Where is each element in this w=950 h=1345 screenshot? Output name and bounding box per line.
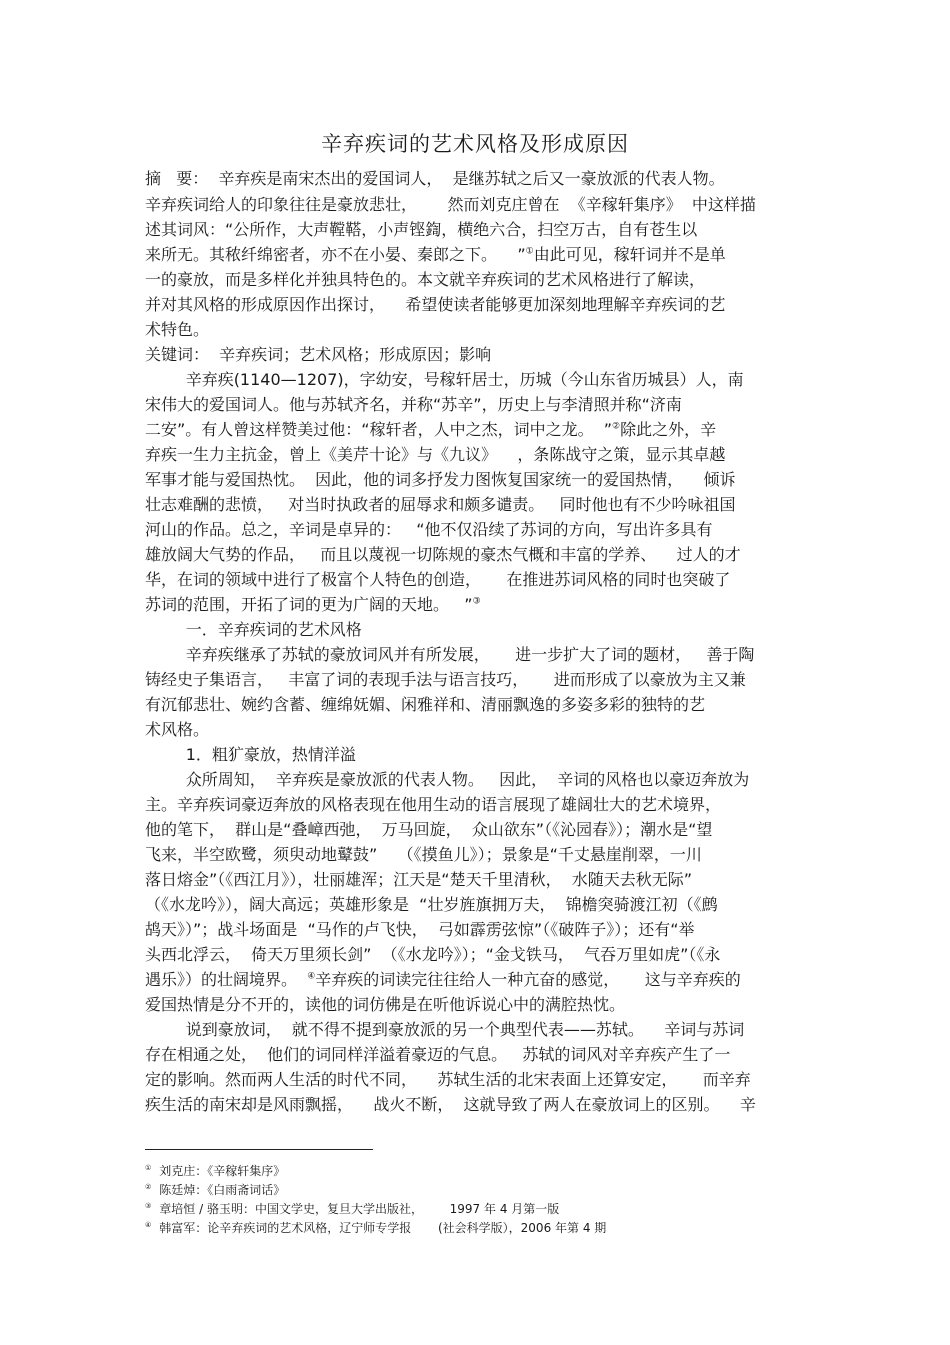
body-line: 术风格。 [145,720,210,739]
body-line: 术特色。 [145,320,210,339]
body-line: 他的笔下， 群山是“叠嶂西弛， 万马回旋， 众山欲东”（《沁园春》）；潮水是“望 [145,820,713,839]
body-line: 宋伟大的爱国词人。他与苏轼齐名，并称“苏辛”，历史上与李清照并称“济南 [145,395,682,414]
body-line: 辛弃疾词给人的印象往往是豪放悲壮， 然而刘克庄曾在 《辛稼轩集序》 中这样描 [145,195,756,214]
footnote [145,1160,285,1179]
footnote-ref: ① [525,246,534,257]
body-line [145,420,716,440]
body-line: 众所周知， 辛弃疾是豪放派的代表人物。 因此， 辛词的风格也以豪迈奔放为 [145,770,750,789]
page-title: 辛弃疾词的艺术风格及形成原因 [321,132,629,156]
body-line: （《水龙吟》），阔大高远；英雄形象是 “壮岁旌旗拥万夫， 锦檐突骑渡江初（《鹧 [145,895,718,914]
body-line: 铸经史子集语言， 丰富了词的表现手法与语言技巧， 进而形成了以豪放为主又兼 [145,670,746,689]
body-line: 头西北浮云， 倚天万里须长剑” （《水龙吟》）；“金戈铁马， 气吞万里如虎”（《永 [145,945,721,964]
footnote-ref: ④ [307,971,316,982]
subsection-heading: 1．粗犷豪放，热情洋溢 [145,745,356,764]
section-heading: 一．辛弃疾词的艺术风格 [145,620,362,639]
footnote-text: 韩富军：论辛弃疾词的艺术风格，辽宁师专学报 (社会科学版），2006 年第 4 期 [159,1221,607,1235]
footnote-text: 刘克庄：《辛稼轩集序》 [159,1164,286,1178]
keywords-line: 关键词： 辛弃疾词；艺术风格；形成原因；影响 [145,345,492,364]
body-line: 主。辛弃疾词豪迈奔放的风格表现在他用生动的语言展现了雄阔壮大的艺术境界， [145,795,722,814]
body-line: 河山的作品。总之，辛词是卓异的： “他不仅沿续了苏词的方向，写出许多具有 [145,520,713,539]
footnote-mark: ④ [145,1221,152,1229]
footnote-ref: ② [612,421,621,432]
footnote-text: 章培恒 / 骆玉明：中国文学史，复旦大学出版社， 1997 年 4 月第一版 [159,1202,560,1216]
footnote [145,1217,606,1236]
footnote-mark: ② [145,1183,152,1191]
text-segment: 除此之外，辛 [620,420,717,439]
body-line: 弃疾一生力主抗金，曾上《美芹十论》与《九议》 ，条陈战守之策，显示其卓越 [145,445,726,464]
footnote-mark: ③ [145,1202,152,1210]
body-line: 飞来，半空欧鹭，须臾动地鼙鼓” （《摸鱼儿》）；景象是“千丈悬崖削翠，一川 [145,845,702,864]
body-line: 壮志难酬的悲愤， 对当时执政者的屈辱求和颇多谴责。 同时他也有不少吟咏祖国 [145,495,736,514]
body-line: 华，在词的领域中进行了极富个人特色的创造， 在推进苏词风格的同时也突破了 [145,570,731,589]
text-segment: 辛弃疾的词读完往往给人一种亢奋的感觉， 这与辛弃疾的 [315,970,741,989]
body-line: 述其词风：“公所作，大声鞺鞳，小声铿鍧，横绝六合，扫空万古，自有苍生以 [145,220,698,239]
body-line: 说到豪放词， 就不得不提到豪放派的另一个典型代表——苏轼。 辛词与苏词 [145,1020,745,1039]
text-segment: 二安”。有人曾这样赞美过他：“稼轩者，人中之杰，词中之龙。 ” [145,420,613,439]
footnote-ref: ③ [472,596,481,607]
abstract-line: 摘 要： 辛弃疾是南宋杰出的爱国词人， 是继苏轼之后又一豪放派的代表人物。 [145,169,725,188]
text-segment: 来所无。其秾纤绵密者，亦不在小晏、秦郎之下。 ” [145,245,526,264]
footnote-mark: ① [145,1164,152,1172]
body-line [145,595,481,615]
text-segment: 遇乐》）的壮阔境界。 [145,970,308,989]
text-segment: 苏词的范围，开拓了词的更为广阔的天地。 ” [145,595,473,614]
body-line: 鸪天》）”；战斗场面是 “马作的卢飞快， 弓如霹雳弦惊”（《破阵子》）；还有“举 [145,920,695,939]
body-line: 一的豪放，而是多样化并独具特色的。本文就辛弃疾词的艺术风格进行了解读， [145,270,706,289]
body-line: 辛弃疾继承了苏轼的豪放词风并有所发展， 进一步扩大了词的题材， 善于陶 [145,645,755,664]
body-line: 有沉郁悲壮、婉约含蓄、缠绵妩媚、闲雅祥和、清丽飘逸的多姿多彩的独特的艺 [145,695,706,714]
body-line: 军事才能与爱国热忱。 因此，他的词多抒发力图恢复国家统一的爱国热情， 倾诉 [145,470,736,489]
body-line: 落日熔金”（《西江月》），壮丽雄浑；江天是“楚天千里清秋， 水随天去秋无际” [145,870,693,889]
footnote [145,1198,559,1217]
body-line: 疾生活的南宋却是风雨飘摇， 战火不断， 这就导致了两人在豪放词上的区别。 辛 [145,1095,756,1114]
footnote [145,1179,285,1198]
body-line [145,970,741,990]
body-line: 定的影响。然而两人生活的时代不同， 苏轼生活的北宋表面上还算安定， 而辛弃 [145,1070,751,1089]
body-line [145,245,726,265]
body-line: 爱国热情是分不开的，读他的词仿佛是在听他诉说心中的满腔热忱。 [145,995,626,1014]
body-line: 雄放阔大气势的作品， 而且以蔑视一切陈规的豪杰气概和丰富的学养、 过人的才 [145,545,741,564]
text-segment: 由此可见，稼轩词并不是单 [533,245,726,264]
footnote-text: 陈廷焯：《白雨斋词话》 [159,1183,286,1197]
body-line: 存在相通之处， 他们的词同样洋溢着豪迈的气息。 苏轼的词风对辛弃疾产生了一 [145,1045,731,1064]
body-line: 并对其风格的形成原因作出探讨， 希望使读者能够更加深刻地理解辛弃疾词的艺 [145,295,726,314]
body-line: 辛弃疾(1140—1207)，字幼安，号稼轩居士，历城（今山东省历城县）人，南 [145,370,744,389]
footnote-divider [145,1149,373,1150]
